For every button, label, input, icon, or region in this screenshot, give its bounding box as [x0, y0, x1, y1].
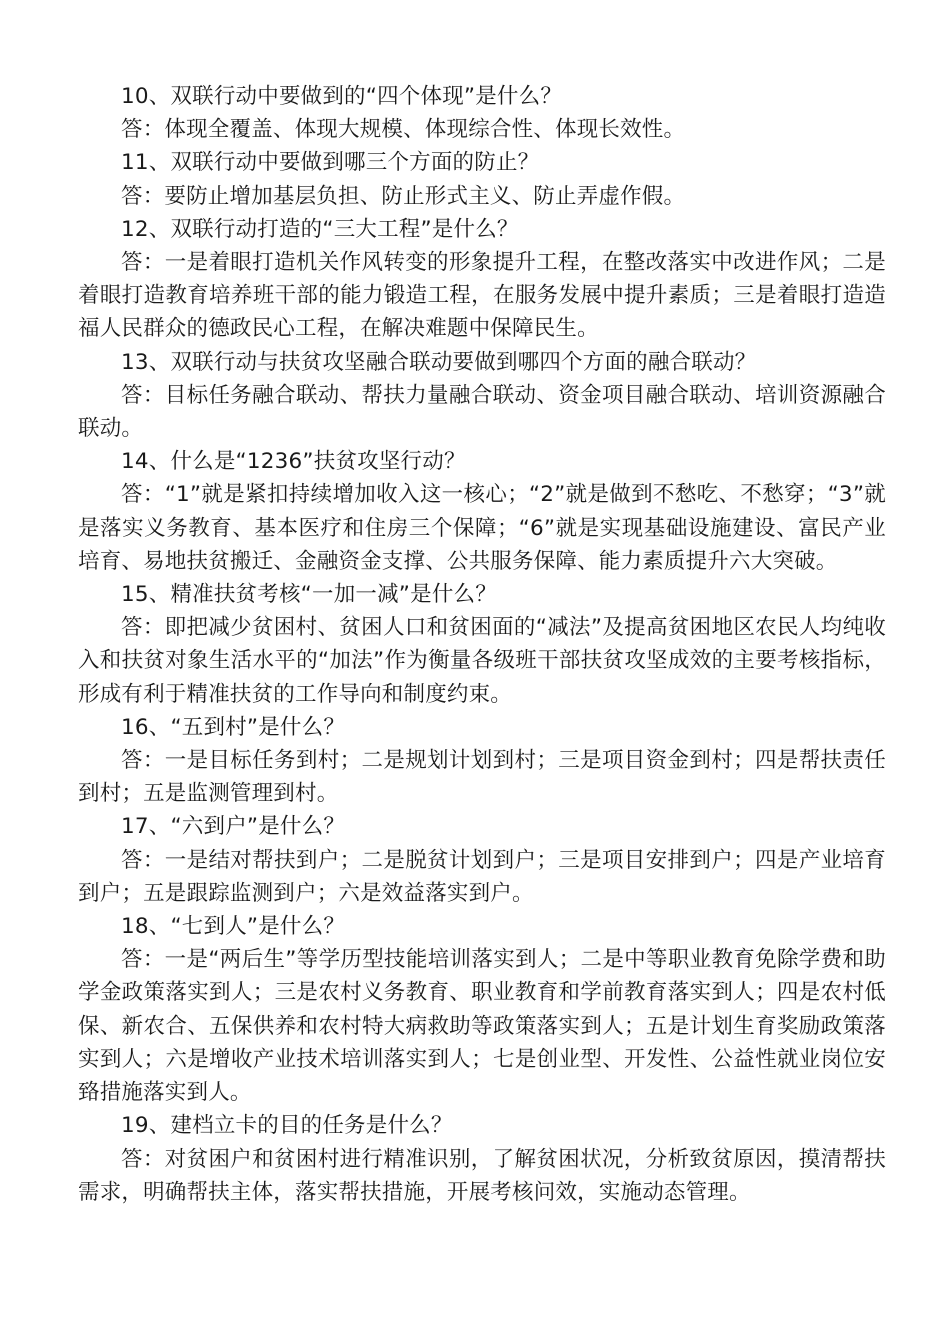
answer-16: 答：一是目标任务到村；二是规划计划到村；三是项目资金到村；四是帮扶责任到村；五是监测管理到村。 — [78, 748, 886, 807]
answer-15: 答：即把减少贫困村、贫困人口和贫困面的“减法”及提高贫困地区农民人均纯收入和扶贫对象生活水平的“加法”作为衡量各级班干部扶贫攻坚成效的主要考核指标，形成有利于精准扶贫的工作导向和制度约束。 — [78, 615, 886, 707]
answer-18: 答：一是“两后生”等学历型技能培训落实到人；二是中等职业教育免除学费和助学金政策落实到人；三是农村义务教育、职业教育和学前教育落实到人；四是农村低保、新农合、五保供养和农村特大病救助等政策落实到人；五是计划生育奖励政策落实到人；六是增收产业技术培训落实到人；七是创业型、开发性、公益性就业岗位安臵措施落实到人。 — [78, 947, 886, 1106]
question-13: 13、双联行动与扶贫攻坚融合联动要做到哪四个方面的融合联动？ — [121, 349, 757, 375]
answer-17: 答：一是结对帮扶到户；二是脱贫计划到户；三是项目安排到户；四是产业培育到户；五是跟踪监测到户；六是效益落实到户。 — [78, 847, 886, 906]
answer-10: 答：体现全覆盖、体现大规模、体现综合性、体现长效性。 — [121, 117, 686, 143]
qa-list — [78, 80, 886, 1209]
question-19: 19、建档立卡的目的任务是什么？ — [121, 1113, 453, 1139]
answer-19: 答：对贫困户和贫困村进行精准识别，了解贫困状况，分析致贫原因，摸清帮扶需求，明确帮扶主体，落实帮扶措施，开展考核问效，实施动态管理。 — [78, 1146, 886, 1205]
question-15: 15、精准扶贫考核“一加一减”是什么？ — [121, 582, 497, 608]
question-11: 11、双联行动中要做到哪三个方面的防止？ — [121, 150, 540, 176]
question-12: 12、双联行动打造的“三大工程”是什么？ — [121, 216, 519, 242]
question-18: 18、“七到人”是什么？ — [121, 914, 346, 940]
question-14: 14、什么是“1236”扶贫攻坚行动？ — [121, 449, 466, 475]
question-10: 10、双联行动中要做到的“四个体现”是什么？ — [121, 84, 563, 109]
question-17: 17、“六到户”是什么？ — [121, 814, 346, 840]
question-16: 16、“五到村”是什么？ — [121, 714, 346, 740]
answer-14: 答：“1”就是紧扣持续增加收入这一核心；“2”就是做到不愁吃、不愁穿；“3”就是落实义务教育、基本医疗和住房三个保障；“6”就是实现基础设施建设、富民产业培育、易地扶贫搬迁、金融资金支撑、公共服务保障、能力素质提升六大突破。 — [78, 482, 886, 574]
answer-13: 答：目标任务融合联动、帮扶力量融合联动、资金项目融合联动、培训资源融合联动。 — [78, 382, 886, 442]
answer-11: 答：要防止增加基层负担、防止形式主义、防止弄虚作假。 — [121, 183, 686, 209]
answer-12: 答：一是着眼打造机关作风转变的形象提升工程，在整改落实中改进作风；二是着眼打造教育培养班干部的能力锻造工程，在服务发展中提升素质；三是着眼打造造福人民群众的德政民心工程，在解决难题中保障民生。 — [78, 250, 886, 342]
